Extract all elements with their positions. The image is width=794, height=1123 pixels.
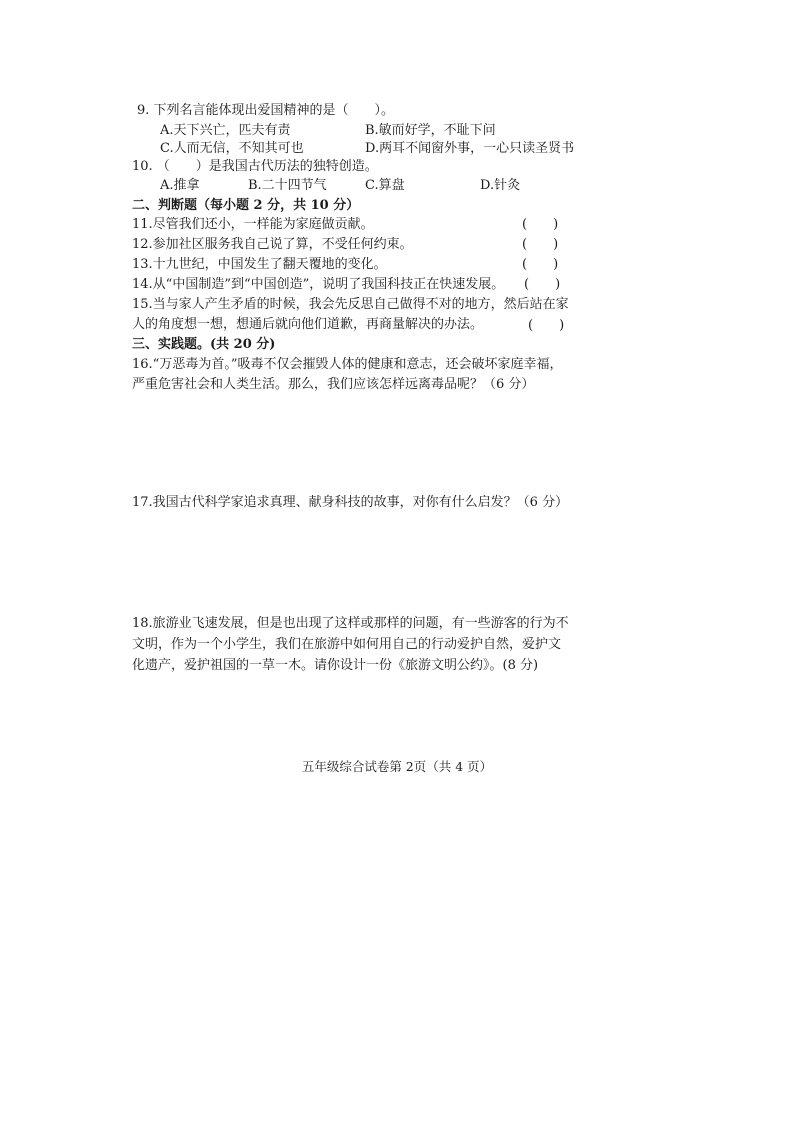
q11-text: 11.尽管我们还小，一样能为家庭做贡献。 <box>132 217 374 232</box>
page-footer: 五年级综合试卷第 2页（共 4 页） <box>301 759 493 774</box>
q16-line-2: 严重危害社会和人类生活。那么，我们应该怎样远离毒品呢？（6 分） <box>132 377 535 392</box>
q9-option-d: D.两耳不闻窗外事，一心只读圣贤书 <box>365 141 575 156</box>
section-2-title: 二、判断题（每小题 2 分，共 10 分） <box>132 198 360 213</box>
q12-answer-paren: ( ) <box>522 237 559 252</box>
q9-stem: 9. 下列名言能体现出爱国精神的是（ ）。 <box>137 103 395 118</box>
q16-line-1: 16.“万恶毒为首。”吸毒不仅会摧毁人体的健康和意志，还会破坏家庭幸福， <box>132 357 563 372</box>
q18-line-1: 18.旅游业飞速发展，但是也出现了这样或那样的问题，有一些游客的行为不 <box>132 616 569 631</box>
q9-option-a: A.天下兴亡，匹夫有责 <box>160 123 291 138</box>
q9-option-c: C.人而无信，不知其可也 <box>160 141 304 156</box>
q17-answer-space <box>130 518 580 613</box>
q13-answer-paren: ( ) <box>522 257 559 272</box>
q14-text: 14.从“中国制造”到“中国创造”，说明了我国科技正在快速发展。 <box>132 277 505 292</box>
q15-answer-paren: ( ) <box>528 318 565 333</box>
section-3-title: 三、实践题。(共 20 分) <box>132 337 276 352</box>
q18-answer-space <box>130 680 580 750</box>
q15-line-1: 15.当与家人产生矛盾的时候，我会先反思自己做得不对的地方，然后站在家 <box>132 297 569 312</box>
q15-line-2: 人的角度想一想，想通后就向他们道歉，再商量解决的办法。 <box>132 317 484 332</box>
q14-answer-paren: ( ) <box>524 277 561 292</box>
q18-line-2: 文明，作为一个小学生，我们在旅游中如何用自己的行动爱护自然，爱护文 <box>132 637 562 652</box>
q10-option-a: A.推拿 <box>160 178 200 193</box>
q11-answer-paren: ( ) <box>522 217 559 232</box>
q18-line-3: 化遗产，爱护祖国的一草一木。请你设计一份《旅游文明公约》。(8 分) <box>132 658 539 673</box>
q10-stem: 10. （ ）是我国古代历法的独特创造。 <box>132 159 378 174</box>
q10-option-c: C.算盘 <box>365 178 405 193</box>
q13-text: 13.十九世纪，中国发生了翻天覆地的变化。 <box>132 257 387 272</box>
q17-line-1: 17.我国古代科学家追求真理、献身科技的故事，对你有什么启发？（6 分） <box>132 495 569 510</box>
q9-option-b: B.敏而好学，不耻下问 <box>365 123 496 138</box>
q10-option-b: B.二十四节气 <box>248 178 327 193</box>
q12-text: 12.参加社区服务我自己说了算，不受任何约束。 <box>132 237 413 252</box>
q10-option-d: D.针灸 <box>480 178 521 193</box>
q16-answer-space <box>130 400 580 490</box>
